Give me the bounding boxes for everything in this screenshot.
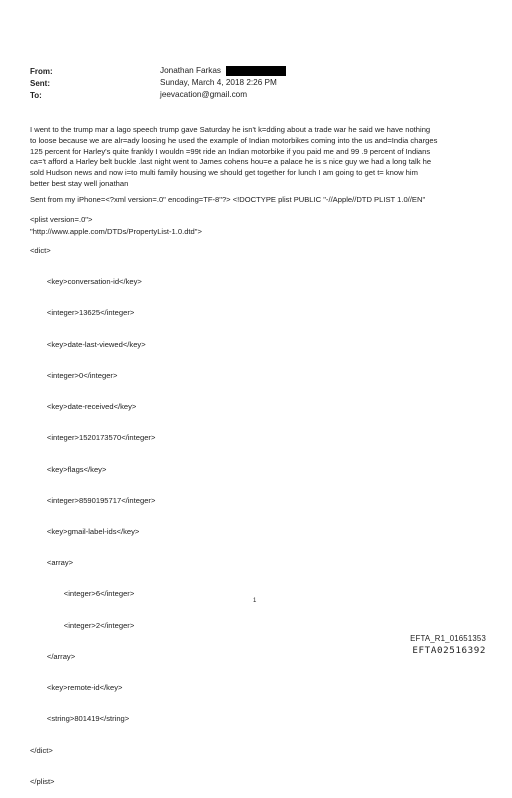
plist-line: </plist> <box>30 776 55 786</box>
sent-label: Sent: <box>30 79 50 88</box>
plist-line: <dict> <box>30 246 51 256</box>
plist-line: <array> <box>30 558 74 568</box>
plist-line: <plist version=.0"> <box>30 214 93 224</box>
plist-line: <key>conversation-id</key> <box>30 277 142 287</box>
plist-line: <key>date-received</key> <box>30 402 137 412</box>
plist-line: <integer>8590195717</integer> <box>30 495 156 505</box>
signature-line: "http://www.apple.com/DTDs/PropertyList-1.0.dtd"> <box>30 226 202 236</box>
plist-line: <integer>1520173570</integer> <box>30 433 156 443</box>
plist-line: <key>date-last-viewed</key> <box>30 339 146 349</box>
plist-line: <string>801419</string> <box>30 714 130 724</box>
plist-block <box>30 194 155 798</box>
plist-line: </array> <box>30 651 76 661</box>
bates-number-primary: EFTA_R1_01651353 <box>410 634 486 643</box>
email-body: I went to the trump mar a lago speech trump gave Saturday he isn't k=dding about a trade war he said we have nothing to loose because we are alr=ady loosing he used the example of Indian motorbikes coming into the us and=India charges 125 percent for Harley's quite frankly I wouldn =99t ride an Indian motorbike if you paid me and 99 .9 percent of Indians ca='t afford a Harley belt buckle .last night went to James cohens hou=e a palace he is s nice guy we had a long talk he sold Hudson news and now i=to multi family housing we should get together for lunch I am going to get t= know him better best stay well jonathan <box>30 125 438 188</box>
signature-line: Sent from my iPhone=<?xml version=.0" encoding=TF-8"?> <!DOCTYPE plist PUBLIC "-//Apple//DTD PLIST 1.0//EN" <box>30 194 426 204</box>
plist-line: <integer>2</integer> <box>30 620 135 630</box>
plist-line: <integer>0</integer> <box>30 370 118 380</box>
plist-line: <integer>13625</integer> <box>30 308 135 318</box>
sent-value: Sunday, March 4, 2018 2:26 PM <box>160 78 277 87</box>
to-value: jeevacation@gmail.com <box>160 90 248 99</box>
plist-line: <key>remote-id</key> <box>30 683 123 693</box>
page-number: 1 <box>253 598 257 604</box>
redaction-bar <box>226 66 286 76</box>
from-label: From: <box>30 67 53 76</box>
plist-line: <key>flags</key> <box>30 464 107 474</box>
from-value: Jonathan Farkas <box>160 66 221 75</box>
bates-number-secondary: EFTA02516392 <box>412 645 486 656</box>
plist-line: <integer>6</integer> <box>30 589 135 599</box>
to-label: To: <box>30 91 42 100</box>
plist-line: <key>gmail-label-ids</key> <box>30 527 140 536</box>
plist-line: </dict> <box>30 745 53 755</box>
